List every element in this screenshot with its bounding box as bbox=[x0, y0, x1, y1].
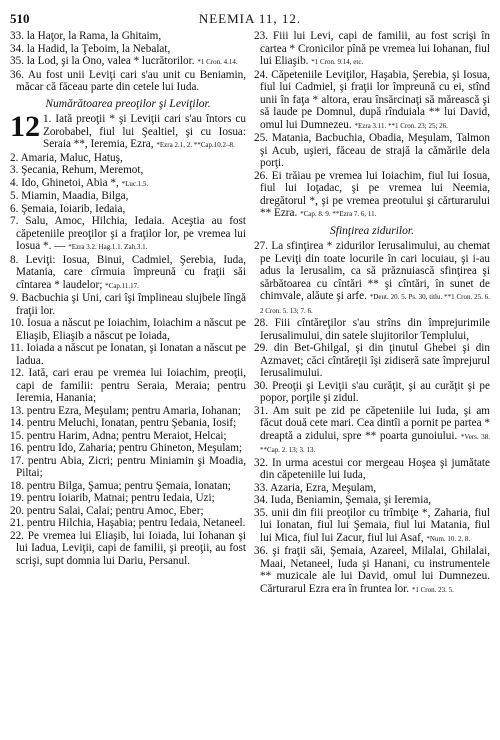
cross-reference: *1 Cron. 4.14. bbox=[197, 58, 238, 66]
verse bbox=[10, 55, 246, 69]
verse-text: 27. La sfinţirea * zidurilor Ierusalimului, au chemat pe Leviţi din toate locurile în cari locuiau, şi i-au adus la Ierusalim, ca să prăznuiască sfinţirea şi sărbătoarea cu cîntări ** şi cîntări, în sunet de chimvale, alăute şi arfe. bbox=[254, 240, 490, 302]
cross-reference: *Cap.11.17. bbox=[105, 281, 139, 290]
verse-text: 1. Iată preoţii * şi Leviţii cari s'au întors cu Zorobabel, fiul lui Şealtiel, şi cu Iosua: Seraia **, Ieremia, Ezra, bbox=[43, 113, 246, 150]
verse: 36. Au fost unii Leviţi cari s'au unit cu Beniamin, măcar că făceau parte din cetele lui Iuda. bbox=[10, 68, 246, 93]
verse: 25. Matania, Bacbuchia, Obadia, Meşulam, Talmon şi Acub, uşieri, făceau de strajă la cămările dela porţi. bbox=[254, 132, 490, 169]
chapter-number: 12 bbox=[10, 110, 40, 143]
verse: 17. pentru Abia, Zicri; pentru Miniamin şi Moadia, Piltai; bbox=[10, 454, 246, 479]
verse: 16. pentru Ido, Zaharia; pentru Ghineton, Meşulam; bbox=[10, 442, 243, 454]
verse-text: 7. Salu, Amoc, Hilchia, Iedaia. Aceştia au fost căpeteniile preoţilor şi a fraţilor lor, pe vremea lui Iosua *. — bbox=[10, 215, 246, 252]
verse: 18. pentru Bilga, Şamua; pentru Şemaia, Ionatan; bbox=[10, 479, 231, 492]
verse-text: 26. Ei trăiau pe vremea lui Ioiachim, fiul lui Iosua, fiul lui Ioţadac, şi pe vremea lui Neemia, dregătorul *, şi pe vremea preotului şi cărturarului ** Ezra. bbox=[254, 169, 490, 219]
section-title: Sfinţirea zidurilor. bbox=[330, 224, 414, 237]
verse bbox=[254, 507, 490, 546]
verse: 6. Şemaia, Ioiarib, Iedaia, bbox=[10, 202, 126, 215]
right-column bbox=[254, 30, 490, 596]
section-title: Numărătoarea preoţilor şi Leviţilor. bbox=[45, 97, 211, 110]
left-column bbox=[10, 30, 246, 596]
verse bbox=[254, 545, 490, 596]
cross-reference: *Luc.1.5. bbox=[121, 179, 149, 188]
verse: 30. Preoţii şi Leviţii s'au curăţit, şi au curăţit şi pe popor, porţile şi zidul. bbox=[254, 379, 490, 404]
verse bbox=[254, 405, 490, 457]
verse: 33. Azaria, Ezra, Meşulam, bbox=[254, 481, 377, 494]
verse: 32. In urma acestui cor mergeau Hoşea şi jumătate din căpeteniile lui Iuda, bbox=[254, 456, 490, 481]
cross-reference: *Deut. 20. 5. Ps. 30, titlu. **1 Cron. 25. 6. 2 Cron. 5. 13; 7. 6. bbox=[260, 293, 490, 315]
verse bbox=[10, 110, 246, 152]
verse: 34. la Hadid, la Ţeboim, la Nebalat, bbox=[10, 42, 171, 55]
verse: 13. pentru Ezra, Meşulam; pentru Amaria, Iohanan; bbox=[10, 404, 241, 417]
verse: 12. Iată, cari erau pe vremea lui Ioiachim, preoţii, capi de familii: pentru Seraia, Meraia; pentru Ieremia, Hanania; bbox=[10, 367, 246, 404]
verse-text: 35. la Lod, şi la Ono, valea * lucrătorilor. bbox=[10, 55, 195, 67]
verse bbox=[10, 215, 246, 254]
verse: 10. Iosua a născut pe Ioiachim, Ioiachim a născut pe Eliaşib, Eliaşib a născut pe Ioiada, bbox=[10, 317, 246, 342]
verse: 11. Ioiada a născut pe Ionatan, şi Ionatan a născut pe Iadua. bbox=[10, 342, 246, 367]
verse: 20. pentru Salai, Calai; pentru Amoc, Eber; bbox=[10, 504, 204, 517]
verse: 33. la Haţor, la Rama, la Ghitaim, bbox=[10, 30, 162, 42]
cross-reference: *1 Cron. 23. 5. bbox=[411, 585, 454, 594]
cross-reference: *Vers. 38. **Cap. 2. 13; 3. 13. bbox=[260, 432, 490, 454]
running-title: NEEMIA 11, 12. bbox=[198, 11, 302, 26]
verse-text: 35. unii din fiii preoţilor cu trîmbiţe *, Zaharia, fiul lui Ionatan, fiul lui Şemaia, fiul lui Matania, fiul lui Mica, fiul lui Zacur, fiul lui Asaf, bbox=[254, 506, 490, 544]
verse: 34. Iuda, Beniamin, Şemaia, şi Ieremia, bbox=[254, 494, 432, 506]
cross-reference: *Ezra 2.1, 2. **Cap.10.2–8. bbox=[156, 141, 235, 149]
verse: 21. pentru Hilchia, Haşabia; pentru Iedaia, Netaneel. bbox=[10, 517, 246, 529]
page-number: 510 bbox=[10, 11, 30, 26]
verse: 22. Pe vremea lui Eliaşib, lui Ioiada, lui Iohanan şi lui Iadua, Leviţii, capi de familii, şi preoţii, au fost scrişi, supt domnia lui Dariu, Persanul. bbox=[10, 529, 246, 567]
verse bbox=[254, 240, 490, 317]
verse-text: 31. Am suit pe zid pe căpeteniile lui Iuda, şi am făcut două cete mari. Cea dintîi a pornit pe partea * dreaptă a zidului, spre ** poarta gunoiului. bbox=[254, 404, 490, 442]
verse: 14. pentru Meluchi, Ionatan, pentru Şebania, Iosif; bbox=[10, 417, 237, 429]
cross-reference: *Ezra 3.11. **1 Cron. 23; 25; 26. bbox=[354, 121, 448, 130]
verse-text: 23. Fiii lui Levi, capi de familii, au fost scrişi în cartea * Cronicilor pînă pe vremea lui Iohanan, fiul lui Eliaşib. bbox=[254, 30, 490, 67]
page-header bbox=[10, 10, 490, 28]
verse: 3. Şecania, Rehum, Meremot, bbox=[10, 164, 144, 176]
verse-text: 8. Leviţi: Iosua, Binui, Cadmiel, Şerebia, Iuda, Matania, care cîrmuia împreună cu fraţii săi cîntarea * laudelor; bbox=[10, 253, 246, 291]
verse bbox=[254, 170, 490, 221]
verse bbox=[254, 69, 490, 133]
verse: 28. Fiii cîntăreţilor s'au strîns din împrejurimile Ierusalimului, din satele slujitorilor Templului, bbox=[254, 317, 490, 342]
verse: 9. Bacbuchia şi Uni, cari îşi împlineau slujbele lîngă fraţii lor. bbox=[10, 292, 246, 317]
verse: 29. din Bet-Ghilgal, şi din ţinutul Ghebei şi din Azmavet; căci cîntăreţii îşi zidiseră sate împrejurul Ierusalimului. bbox=[254, 342, 490, 379]
verse bbox=[10, 177, 246, 191]
cross-reference: *Num. 10. 2, 8. bbox=[426, 534, 471, 543]
cross-reference: *1 Cron. 9.14, etc. bbox=[311, 58, 364, 66]
cross-reference: *Cap. 8. 9. **Ezra 7. 6, 11. bbox=[300, 210, 377, 218]
verse: 5. Miamin, Maadia, Bilga, bbox=[10, 190, 129, 202]
verse: 15. pentru Harim, Adna; pentru Meraiot, Helcai; bbox=[10, 429, 227, 442]
verse-text: 24. Căpeteniile Leviţilor, Haşabia, Şerebia, şi Iosua, fiul lui Cadmiel, şi fraţii lor împreună cu ei, stînd unii în faţa * altora, erau însărcinaţi să mărească şi să laude pe Domnul, după rînduiala ** lui David, omul lui Dumnezeu. bbox=[254, 68, 490, 131]
verse bbox=[10, 254, 246, 293]
verse: 2. Amaria, Maluc, Hatuş, bbox=[10, 151, 123, 164]
text-columns bbox=[10, 30, 490, 596]
verse-text: 36. şi fraţii săi, Şemaia, Azareel, Milalai, Ghilalai, Maai, Netaneel, Iuda şi Hanani, cu instrumentele ** muzicale ale lui David, omul lui Dumnezeu. Cărturarul Ezra era în fruntea lor. bbox=[254, 545, 490, 595]
cross-reference: *Ezra 3.2. Hag.1.1. Zah.3.1. bbox=[68, 243, 148, 251]
verse: 19. pentru Ioiarib, Matnai; pentru Iedaia, Uzi; bbox=[10, 492, 215, 504]
verse bbox=[254, 30, 490, 69]
verse-text: 4. Ido, Ghinetoi, Abia *, bbox=[10, 176, 119, 189]
